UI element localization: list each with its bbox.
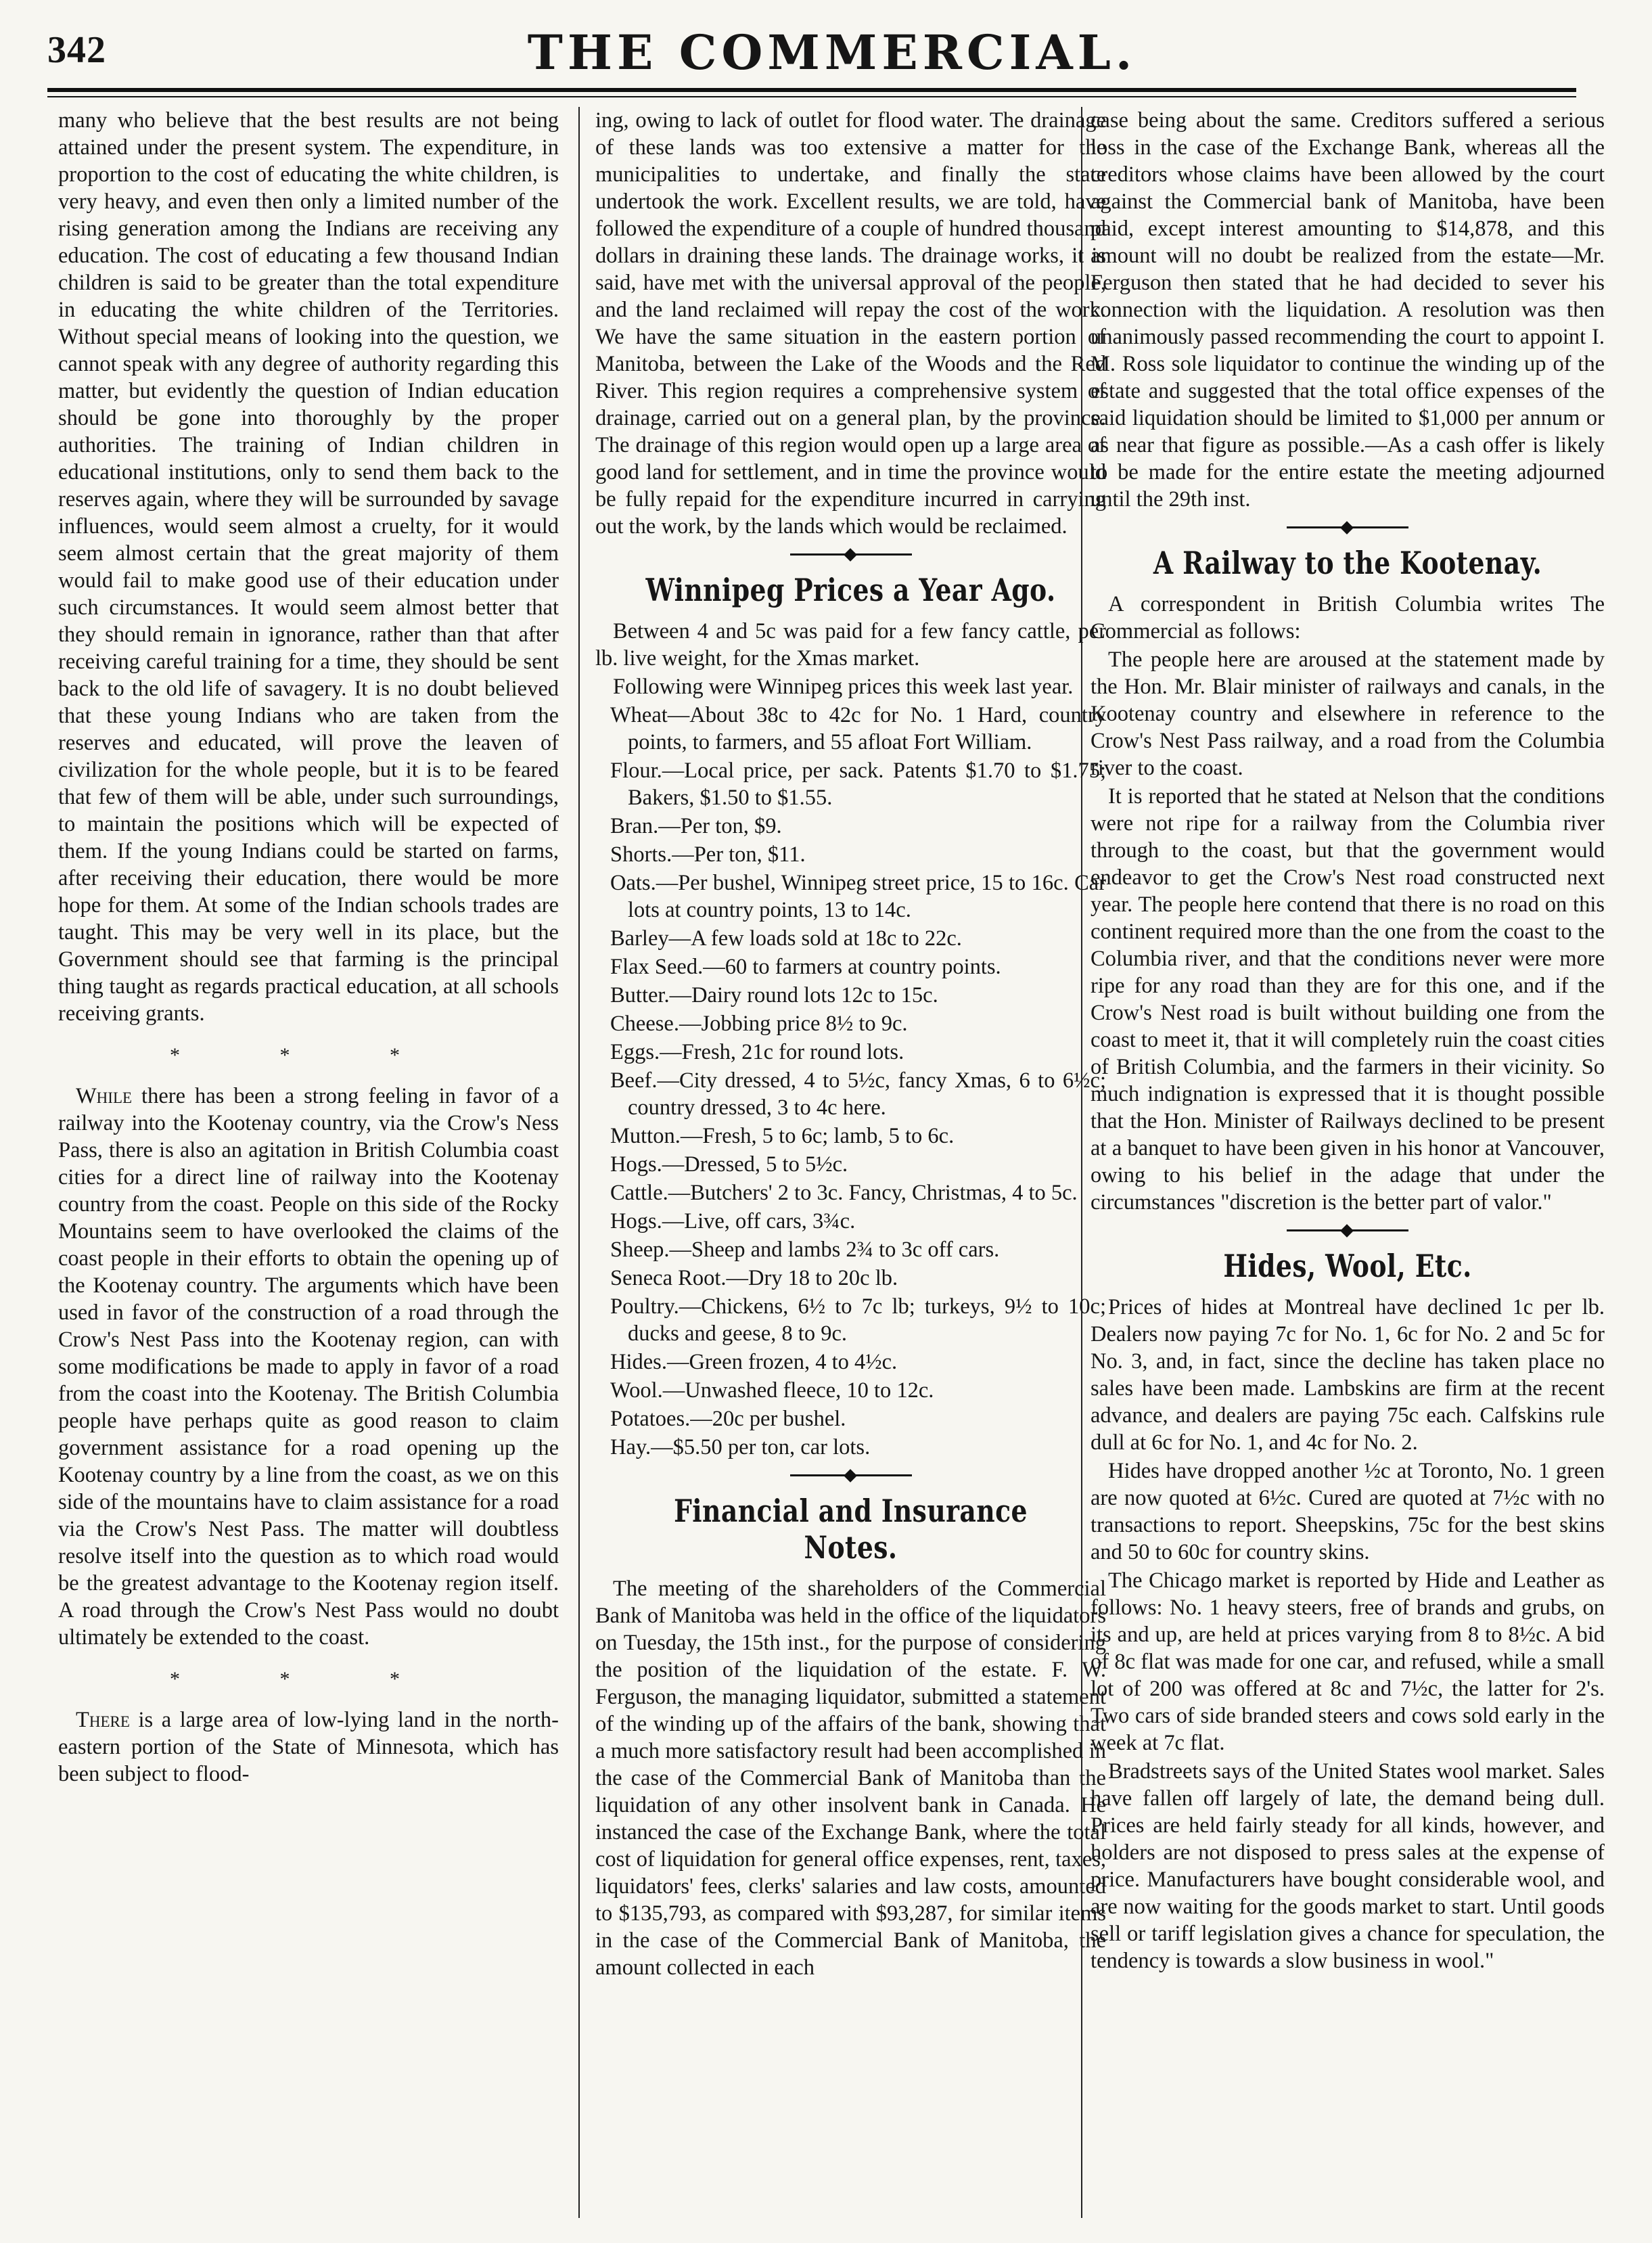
lead-word: There: [76, 1708, 130, 1732]
article-paragraph: Bradstreets says of the United States wool market. Sales have fallen off largely of late, the demand being dull. Prices are held fairly steady for all kinds, however, and holders are not disposed to press sales at the expense of price. Manufacturers have bought considerable wool, and are now waiting for the goods market to start. Until goods sell or tariff legislation gives a chance for speculation, the tendency is towards a slow business in wool.": [1091, 1759, 1605, 1973]
column-3: [1091, 107, 1605, 2218]
price-item: Hay.—$5.50 per ton, car lots.: [610, 1435, 871, 1459]
masthead-title: THE COMMERCIAL.: [527, 24, 1137, 81]
price-item: Flour.—Local price, per sack. Patents $1.70 to $1.75; Bakers, $1.50 to $1.55.: [610, 758, 1106, 810]
article-paragraph: Between 4 and 5c was paid for a few fancy cattle, per lb. live weight, for the Xmas market.: [595, 619, 1106, 671]
price-item: Bran.—Per ton, $9.: [610, 814, 782, 838]
price-list: [595, 702, 1106, 1461]
heading-winnipeg-prices: Winnipeg Prices a Year Ago.: [645, 572, 1056, 608]
section-separator: [1287, 526, 1408, 528]
heading-railway-kootenay: A Railway to the Kootenay.: [1153, 545, 1542, 581]
section-stars: * * *: [170, 1668, 447, 1690]
article-paragraph: ing, owing to lack of outlet for flood water. The drainage of these lands was too extensive a matter for the municipalities to undertake, and finally the state undertook the work. Excellent results, we are told, have followed the expenditure of a couple of hundred thousand dollars in draining these lands. The drainage works, it is said, have met with the universal approval of the people, and the land reclaimed will repay the cost of the work. We have the same situation in the eastern portion of Manitoba, between the Lake of the Woods and the Red River. This region requires a comprehensive system of drainage, carried out on a general plan, by the province. The drainage of this region would open up a large area of good land for settlement, and in time the province would be fully repaid for the expenditure incurred in carrying out the work, by the lands which would be reclaimed.: [595, 108, 1106, 539]
article-paragraph: Following were Winnipeg prices this week last year.: [613, 675, 1074, 699]
price-item: Wool.—Unwashed fleece, 10 to 12c.: [610, 1378, 934, 1403]
column-1: [58, 107, 559, 2218]
price-item: Butter.—Dairy round lots 12c to 15c.: [610, 983, 938, 1007]
section-stars: * * *: [170, 1044, 447, 1066]
page-number: 342: [47, 29, 106, 71]
header-rule-thin: [47, 96, 1576, 97]
article-paragraph: The meeting of the shareholders of the Commercial Bank of Manitoba was held in the office of the liquidators on Tuesday, the 15th inst., for the purpose of considering the position of the liquidation of the estate. F. W. Ferguson, the managing liquidator, submitted a statement of the winding up of the affairs of the bank, showing that a much more satisfactory result had been accomplished in the case of the Commercial Bank of Manitoba than the liquidation of any other insolvent bank in Canada. He instanced the case of the Exchange Bank, where the total cost of liquidation for general office expenses, rent, taxes, liquidators' fees, clerks' salaries and law costs, amounted to $135,793, as compared with $93,287, for similar items in the case of the Commercial Bank of Manitoba, the amount collected in each: [595, 1577, 1106, 1980]
price-item: Mutton.—Fresh, 5 to 6c; lamb, 5 to 6c.: [610, 1124, 955, 1148]
article-paragraph: Hides have dropped another ½c at Toronto, No. 1 green are now quoted at 6½c. Cured are quoted at 7½c with no transactions to report. Sheepskins, 75c for the best skins and 50 to 60c for country skins.: [1091, 1459, 1605, 1564]
price-item: Potatoes.—20c per bushel.: [610, 1407, 846, 1431]
paragraph-body: there has been a strong feeling in favor of a railway into the Kootenay country, via the Crow's Ness Pass, there is also an agitation in British Columbia coast cities for a direct line of railway into the Kootenay country from the coast. People on this side of the Rocky Mountains seem to have overlooked the claims of the coast people in their efforts to obtain the opening up of the Kootenay country. The arguments which have been used in favor of the construction of a road through the Crow's Nest Pass into the Kootenay region, can with some modifications be made to apply in favor of a road from the coast into the Kootenay. The British Columbia people have perhaps quite as good reason to claim government assistance for a road opening up the Kootenay country by a line from the coast, as we on this side of the mountains have to claim assistance for a road via the Crow's Nest Pass. The matter will doubtless resolve itself into the question as to which road would be the greatest advantage to the Kootenay region itself. A road through the Crow's Nest Pass would no doubt ultimately be extended to the coast.: [58, 1084, 559, 1650]
price-item: Oats.—Per bushel, Winnipeg street price, 15 to 16c. Car lots at country points, 13 to 14c.: [610, 871, 1106, 922]
price-item: Beef.—City dressed, 4 to 5½c, fancy Xmas, 6 to 6½c; country dressed, 3 to 4c here.: [610, 1068, 1106, 1120]
price-item: Hogs.—Live, off cars, 3¾c.: [610, 1209, 856, 1233]
price-item: Seneca Root.—Dry 18 to 20c lb.: [610, 1266, 898, 1290]
price-item: Hides.—Green frozen, 4 to 4½c.: [610, 1350, 898, 1374]
lead-word: While: [76, 1084, 133, 1108]
column-divider-1: [578, 107, 580, 2218]
header-rule-thick: [47, 88, 1576, 92]
column-2: [595, 107, 1106, 2218]
price-item: Hogs.—Dressed, 5 to 5½c.: [610, 1152, 848, 1177]
article-paragraph: It is reported that he stated at Nelson that the conditions were not ripe for a railway from the Columbia river through to the coast, but that the government would endeavor to get the Crow's Nest road constructed next year. The people here contend that there is no road on this continent required more than the one from the coast to the Columbia river, and that the conditions never were more ripe for any road than they are for this one, and if the Crow's Nest road is built without building one from the coast to meet it, that it will completely ruin the coast cities of British Columbia, and the farmers in their vicinity. So much indignation is expressed that it is thought possible that the Hon. Minister of Railways declined to be present at a banquet to have been given in his honor at Vancouver, owing to his belief in the adage that under the circumstances "discretion is the better part of valor.": [1091, 784, 1605, 1215]
price-item: Shorts.—Per ton, $11.: [610, 842, 806, 867]
article-paragraph: case being about the same. Creditors suffered a serious loss in the case of the Exchange Bank, whereas all the creditors whose claims have been allowed by the court against the Commercial bank of Manitoba, have been paid, except interest amounting to $14,878, and this amount will no doubt be realized from the estate—Mr. Ferguson then stated that he had decided to sever his connection with the liquidation. A resolution was then unanimously passed recommending the court to appoint I. M. Ross sole liquidator to continue the winding up of the estate and suggested that the total office expenses of the said liquidation should be limited to $1,000 per annum or as near that figure as possible.—As a cash offer is likely to be made for the entire estate the meeting adjourned until the 29th inst.: [1091, 108, 1605, 512]
paragraph-body: is a large area of low-lying land in the north-eastern portion of the State of Minnesota, which has been subject to flood-: [58, 1708, 559, 1786]
price-item: Poultry.—Chickens, 6½ to 7c lb; turkeys, 9½ to 10c; ducks and geese, 8 to 9c.: [610, 1294, 1106, 1346]
heading-financial-notes: Financial and Insurance Notes.: [674, 1493, 1028, 1566]
section-separator: [1287, 1229, 1408, 1231]
article-paragraph: many who believe that the best results are not being attained under the present system. The expenditure, in proportion to the cost of educating the white children, is very heavy, and even then only a limited number of the rising generation among the Indians are receiving any education. The cost of educating a few thousand Indian children is said to be greater than the total expenditure in educating the white children of the Territories. Without special means of looking into the question, we cannot speak with any degree of authority regarding this matter, but evidently the question of Indian education should be gone into thoroughly by the proper authorities. The training of Indian children in educational institutions, only to send them back to the reserves again, where they will be surrounded by savage influences, would seem almost a cruelty, for it would seem almost certain that the great majority of them would fail to make good use of their education under such circumstances. It would seem almost better that they should remain in ignorance, rather than that after receiving careful training for a time, they should be sent back to the old life of savagery. It is no doubt believed that these young Indians who are taken from the reserves and educated, will prove the leaven of civilization for the whole people, but it is to be feared that few of them will be able, under such surroundings, to maintain the positions which will be expected of them. If the young Indians could be started on farms, after receiving their education, there would be more hope for them. At some of the Indian schools trades are taught. This may be very well in its place, but the Government should see that farming is the principal thing taught as regards practical education, at all schools receiving grants.: [58, 108, 559, 1026]
price-item: Barley—A few loads sold at 18c to 22c.: [610, 926, 962, 951]
price-item: Flax Seed.—60 to farmers at country points.: [610, 955, 1001, 979]
price-item: Cattle.—Butchers' 2 to 3c. Fancy, Christmas, 4 to 5c.: [610, 1181, 1078, 1205]
section-separator: [790, 1474, 912, 1476]
section-separator: [790, 553, 912, 556]
article-paragraph: The people here are aroused at the statement made by the Hon. Mr. Blair minister of railways and canals, in the Kootenay country and elsewhere in reference to the Crow's Nest Pass railway, and a road from the Columbia river to the coast.: [1091, 648, 1605, 780]
article-paragraph: The Chicago market is reported by Hide and Leather as follows: No. 1 heavy steers, free of brands and grubs, on its and up, are held at prices varying from 8 to 8½c. A bid of 8c flat was made for one car, and refused, while a small lot of 200 was offered at 8c and 7½c, the latter for 2's. Two cars of side branded steers and cows sold early in the week at 7c flat.: [1091, 1568, 1605, 1755]
heading-hides-wool: Hides, Wool, Etc.: [1223, 1248, 1472, 1284]
article-paragraph: [58, 1706, 559, 1788]
price-item: Cheese.—Jobbing price 8½ to 9c.: [610, 1012, 908, 1036]
article-paragraph: Prices of hides at Montreal have declined 1c per lb. Dealers now paying 7c for No. 1, 6c for No. 2 and 5c for No. 3, and, in fact, since the decline has taken place no sales have been made. Lambskins are firm at the recent advance, and dealers are paying 75c each. Calfskins rule dull at 6c for No. 1, and 4c for No. 2.: [1091, 1295, 1605, 1455]
price-item: Sheep.—Sheep and lambs 2¾ to 3c off cars.: [610, 1238, 1000, 1262]
price-item: Eggs.—Fresh, 21c for round lots.: [610, 1040, 904, 1064]
price-item: Wheat—About 38c to 42c for No. 1 Hard, country points, to farmers, and 55 afloat Fort William.: [610, 703, 1106, 754]
article-paragraph: [58, 1083, 559, 1651]
article-paragraph: A correspondent in British Columbia writes The Commercial as follows:: [1091, 592, 1605, 643]
